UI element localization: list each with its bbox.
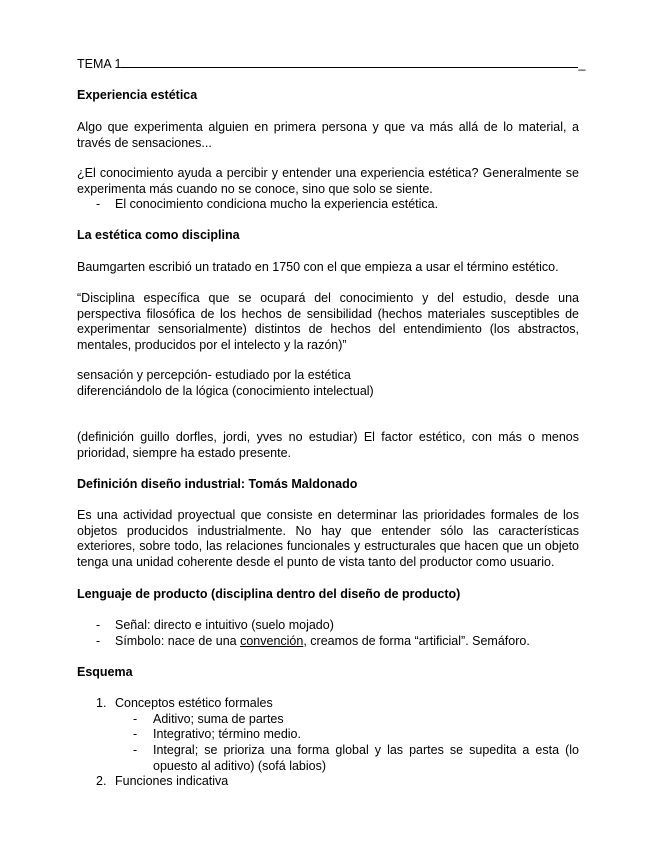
sub-list-item-text: Aditivo; suma de partes — [153, 712, 284, 726]
text-run: , creamos de forma “artificial”. Semáforo. — [303, 634, 530, 648]
text-line: sensación y percepción- estudiado por la estética — [77, 368, 351, 382]
paragraph: (definición guillo dorfles, jordi, yves no estudiar) El factor estético, con más o menos prioridad, siempre ha estado presente. — [77, 430, 579, 460]
heading-definicion: Definición diseño industrial: Tomás Maldonado — [77, 477, 358, 491]
text-line: diferenciándolo de la lógica (conocimiento intelectual) — [77, 384, 374, 398]
page-title — [77, 57, 586, 73]
bullet-dash: - — [96, 197, 101, 211]
underlined-term: convención — [240, 634, 304, 648]
heading-experiencia: Experiencia estética — [77, 88, 198, 102]
heading-lenguaje: Lenguaje de producto (disciplina dentro del diseño de producto) — [77, 587, 461, 601]
bullet-dash: - — [133, 712, 138, 726]
numbered-item-text: Conceptos estético formales — [115, 696, 273, 710]
heading-disciplina: La estética como disciplina — [77, 228, 240, 242]
paragraph: Es una actividad proyectual que consiste en determinar las prioridades formales de los objetos producidos industrialmente. No hay que entender sólo las características exteriores, sobre todo, las relaciones funcionales y estructurales que hacen que un objeto tenga una unidad coherente desde el punto de vista tanto del productor como usuario. — [77, 508, 579, 569]
sub-list-item-text: Integrativo; término medio. — [153, 727, 301, 741]
bullet-dash: - — [96, 634, 101, 648]
bullet-dash: - — [96, 618, 101, 632]
list-item-text: El conocimiento condiciona mucho la experiencia estética. — [115, 197, 439, 211]
quote-paragraph: “Disciplina específica que se ocupará del conocimiento y del estudio, desde una perspectiva filosófica de los hechos de sensibilidad (hechos materiales susceptibles de experimentar sensorialmente) distintos de hechos del entendimiento (los abstractos, mentales, producidos por el intelecto y la razón)” — [77, 291, 579, 352]
list-item-text: Señal: directo e intuitivo (suelo mojado) — [115, 618, 334, 632]
numbered-item — [96, 696, 273, 712]
heading-esquema: Esquema — [77, 665, 133, 679]
title-label: TEMA 1 — [77, 57, 122, 71]
list-item-text — [115, 634, 586, 650]
list-item — [96, 618, 586, 634]
sub-list-item — [133, 743, 579, 774]
item-number: 2. — [96, 774, 107, 788]
sub-list-item — [133, 727, 579, 743]
list-item — [96, 634, 586, 650]
title-rule — [121, 58, 578, 68]
numbered-item — [96, 774, 228, 790]
bullet-dash: - — [133, 743, 138, 757]
list-item — [96, 197, 586, 213]
title-trail: _ — [578, 57, 586, 71]
paragraph: ¿El conocimiento ayuda a percibir y entender una experiencia estética? Generalmente se experimenta más cuando no se conoce, sino que solo se siente. — [77, 166, 579, 196]
paragraph: Baumgarten escribió un tratado en 1750 con el que empieza a usar el término estético. — [77, 260, 559, 274]
text-run: Símbolo: nace de una — [115, 634, 241, 648]
sub-list-item-text: Integral; se prioriza una forma global y las partes se supedita a esta (lo opuesto al aditivo) (sofá labios) — [153, 743, 579, 773]
paragraph: Algo que experimenta alguien en primera persona y que va más allá de lo material, a través de sensaciones... — [77, 120, 579, 150]
item-number: 1. — [96, 696, 107, 710]
sub-list-item — [133, 712, 579, 728]
numbered-item-text: Funciones indicativa — [115, 774, 229, 788]
bullet-dash: - — [133, 727, 138, 741]
